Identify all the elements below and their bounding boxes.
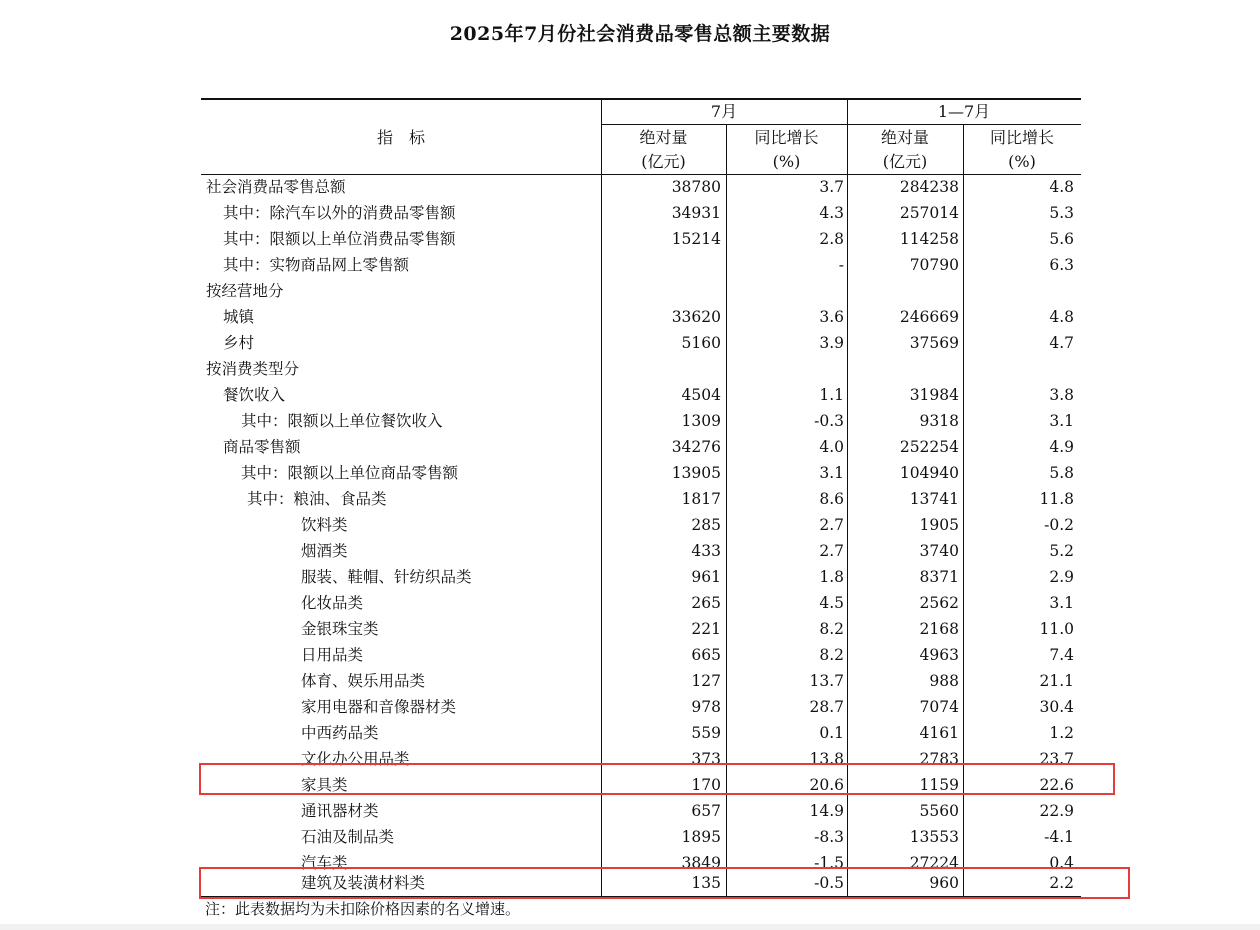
cell-month-abs: 5160 bbox=[681, 334, 721, 352]
row-label: 烟酒类 bbox=[301, 542, 348, 560]
cell-month-abs: 38780 bbox=[671, 178, 721, 196]
cell-cum-abs: 37569 bbox=[909, 334, 959, 352]
cell-month-abs: 4504 bbox=[681, 386, 721, 404]
cell-month-abs: 657 bbox=[691, 802, 721, 820]
cell-cum-yoy: 5.8 bbox=[1049, 464, 1074, 482]
header-abs-line2: (亿元) bbox=[882, 152, 928, 171]
cell-month-abs: 15214 bbox=[671, 230, 721, 248]
cell-cum-abs: 104940 bbox=[899, 464, 959, 482]
header-abs-line2: (亿元) bbox=[641, 152, 686, 171]
cell-cum-yoy: 22.9 bbox=[1039, 802, 1074, 820]
row-label: 服装、鞋帽、针纺织品类 bbox=[301, 568, 472, 586]
cell-month-yoy: 8.2 bbox=[819, 646, 844, 664]
cell-cum-abs: 27224 bbox=[909, 854, 959, 872]
row-label: 其中：限额以上单位商品零售额 bbox=[241, 464, 459, 482]
header-month-yoy bbox=[726, 126, 847, 174]
row-label: 按经营地分 bbox=[206, 282, 284, 300]
cell-month-yoy: 3.7 bbox=[819, 178, 844, 196]
cell-cum-abs: 257014 bbox=[899, 204, 959, 222]
row-label: 化妆品类 bbox=[301, 594, 364, 612]
row-label: 其中：粮油、食品类 bbox=[247, 490, 387, 508]
cell-month-abs: 559 bbox=[691, 724, 721, 742]
cell-month-abs: 127 bbox=[691, 672, 721, 690]
header-abs-line1: 绝对量 bbox=[639, 128, 688, 147]
row-label: 金银珠宝类 bbox=[301, 620, 379, 638]
cell-cum-abs: 9318 bbox=[919, 412, 959, 430]
table-row bbox=[201, 226, 1081, 252]
cell-cum-abs: 13741 bbox=[909, 490, 959, 508]
table-row bbox=[201, 200, 1081, 226]
header-cumulative: 1—7月 bbox=[937, 102, 991, 121]
cell-cum-yoy: 5.3 bbox=[1049, 204, 1074, 222]
table-row bbox=[201, 824, 1081, 850]
cell-month-yoy: 28.7 bbox=[809, 698, 844, 716]
header-yoy-line1: 同比增长 bbox=[989, 128, 1054, 147]
cell-cum-yoy: 2.2 bbox=[1049, 874, 1074, 892]
row-label: 按消费类型分 bbox=[206, 360, 300, 378]
row-label: 饮料类 bbox=[301, 516, 348, 534]
header-month-abs bbox=[601, 126, 726, 174]
cell-cum-yoy: 5.6 bbox=[1049, 230, 1074, 248]
cell-cum-abs: 2168 bbox=[919, 620, 959, 638]
table-row bbox=[201, 590, 1081, 616]
cell-cum-yoy: 4.9 bbox=[1049, 438, 1074, 456]
table-footnote: 注：此表数据均为未扣除价格因素的名义增速。 bbox=[205, 900, 521, 918]
cell-cum-yoy: -4.1 bbox=[1044, 828, 1074, 846]
table-row bbox=[201, 720, 1081, 746]
cell-month-abs: 3849 bbox=[681, 854, 721, 872]
table-row bbox=[201, 798, 1081, 824]
group-header-rule bbox=[601, 124, 1081, 125]
row-label: 体育、娱乐用品类 bbox=[301, 672, 426, 690]
cell-month-yoy: -0.5 bbox=[814, 874, 844, 892]
page-title: 2025年7月份社会消费品零售总额主要数据 bbox=[449, 23, 831, 45]
cell-cum-abs: 960 bbox=[929, 874, 959, 892]
cell-month-abs: 373 bbox=[691, 750, 721, 768]
cell-month-abs: 170 bbox=[691, 776, 721, 794]
header-cum-abs bbox=[847, 126, 963, 174]
cell-cum-abs: 1159 bbox=[919, 776, 959, 794]
table-row bbox=[201, 538, 1081, 564]
cell-cum-abs: 8371 bbox=[919, 568, 959, 586]
row-label: 商品零售额 bbox=[223, 438, 301, 456]
table-row bbox=[201, 694, 1081, 720]
cell-cum-yoy: 7.4 bbox=[1049, 646, 1074, 664]
cell-cum-abs: 5560 bbox=[919, 802, 959, 820]
cell-cum-yoy: 23.7 bbox=[1039, 750, 1074, 768]
row-label: 其中：限额以上单位餐饮收入 bbox=[241, 412, 443, 430]
cell-month-abs: 221 bbox=[691, 620, 721, 638]
cell-month-yoy: 2.7 bbox=[819, 542, 844, 560]
header-indicator: 指 标 bbox=[376, 128, 425, 147]
cell-month-yoy: 2.8 bbox=[819, 230, 844, 248]
header-yoy-line1: 同比增长 bbox=[754, 128, 819, 147]
cell-month-yoy: 13.7 bbox=[809, 672, 844, 690]
cell-month-abs: 978 bbox=[691, 698, 721, 716]
cell-month-abs: 1817 bbox=[681, 490, 721, 508]
row-label: 通讯器材类 bbox=[301, 802, 379, 820]
row-label: 文化办公用品类 bbox=[301, 750, 410, 768]
cell-cum-abs: 2783 bbox=[919, 750, 959, 768]
row-label: 其中：实物商品网上零售额 bbox=[223, 256, 410, 274]
cell-month-abs: 135 bbox=[691, 874, 721, 892]
cell-cum-abs: 988 bbox=[929, 672, 959, 690]
cell-cum-yoy: 22.6 bbox=[1039, 776, 1074, 794]
highlight-box-furniture bbox=[199, 763, 1115, 795]
header-yoy-line2: (%) bbox=[1008, 152, 1036, 171]
cell-month-yoy: 8.6 bbox=[819, 490, 844, 508]
header-month: 7月 bbox=[710, 102, 738, 121]
table-row bbox=[201, 616, 1081, 642]
cell-month-yoy: 3.9 bbox=[819, 334, 844, 352]
cell-cum-yoy: 4.7 bbox=[1049, 334, 1074, 352]
table-row bbox=[201, 356, 1081, 382]
cell-month-yoy: 2.7 bbox=[819, 516, 844, 534]
page-bottom-edge bbox=[0, 924, 1260, 930]
cell-cum-abs: 246669 bbox=[899, 308, 959, 326]
row-label: 汽车类 bbox=[301, 854, 348, 872]
cell-month-yoy: 1.8 bbox=[819, 568, 844, 586]
row-label: 中西药品类 bbox=[301, 724, 379, 742]
table-row bbox=[201, 330, 1081, 356]
cell-month-yoy: -8.3 bbox=[814, 828, 844, 846]
cell-month-yoy: 3.1 bbox=[819, 464, 844, 482]
cell-cum-abs: 3740 bbox=[919, 542, 959, 560]
table-row bbox=[201, 408, 1081, 434]
cell-month-abs: 961 bbox=[691, 568, 721, 586]
cell-month-yoy: 13.8 bbox=[809, 750, 844, 768]
row-label: 家用电器和音像器材类 bbox=[301, 698, 457, 716]
cell-cum-yoy: 0.4 bbox=[1049, 854, 1074, 872]
cell-cum-yoy: 11.0 bbox=[1039, 620, 1074, 638]
cell-month-yoy: 1.1 bbox=[819, 386, 844, 404]
table-row bbox=[201, 382, 1081, 408]
row-label: 社会消费品零售总额 bbox=[206, 178, 346, 196]
header-abs-line1: 绝对量 bbox=[880, 128, 929, 147]
cell-month-yoy: 3.6 bbox=[819, 308, 844, 326]
cell-cum-abs: 70790 bbox=[909, 256, 959, 274]
table-row bbox=[201, 174, 1081, 200]
cell-month-yoy: 4.0 bbox=[819, 438, 844, 456]
cell-month-yoy: 4.5 bbox=[819, 594, 844, 612]
header-cum-yoy bbox=[963, 126, 1081, 174]
row-label: 家具类 bbox=[301, 776, 348, 794]
highlight-box-building-materials bbox=[199, 867, 1130, 899]
cell-month-yoy: -0.3 bbox=[814, 412, 844, 430]
table-row bbox=[201, 460, 1081, 486]
cell-month-abs: 13905 bbox=[671, 464, 721, 482]
table-row bbox=[201, 564, 1081, 590]
cell-month-yoy: 20.6 bbox=[809, 776, 844, 794]
row-label: 乡村 bbox=[223, 334, 255, 352]
table-row bbox=[201, 304, 1081, 330]
cell-month-abs: 433 bbox=[691, 542, 721, 560]
cell-month-abs: 34931 bbox=[671, 204, 721, 222]
cell-month-yoy: 0.1 bbox=[819, 724, 844, 742]
cell-month-abs: 285 bbox=[691, 516, 721, 534]
cell-month-abs: 265 bbox=[691, 594, 721, 612]
cell-cum-yoy: 3.8 bbox=[1049, 386, 1074, 404]
cell-cum-abs: 2562 bbox=[919, 594, 959, 612]
cell-cum-abs: 252254 bbox=[899, 438, 959, 456]
row-label: 石油及制品类 bbox=[301, 828, 395, 846]
cell-cum-abs: 4963 bbox=[919, 646, 959, 664]
cell-cum-yoy: 3.1 bbox=[1049, 412, 1074, 430]
row-label: 餐饮收入 bbox=[223, 386, 286, 404]
table-row bbox=[201, 512, 1081, 538]
cell-month-yoy: - bbox=[838, 256, 844, 274]
cell-cum-yoy: 6.3 bbox=[1049, 256, 1074, 274]
table-row bbox=[201, 278, 1081, 304]
cell-month-abs: 665 bbox=[691, 646, 721, 664]
row-label: 建筑及装潢材料类 bbox=[301, 874, 426, 892]
cell-month-abs: 34276 bbox=[671, 438, 721, 456]
cell-cum-yoy: 30.4 bbox=[1039, 698, 1074, 716]
row-label: 其中：限额以上单位消费品零售额 bbox=[223, 230, 456, 248]
cell-cum-yoy: 4.8 bbox=[1049, 178, 1074, 196]
cell-cum-yoy: 4.8 bbox=[1049, 308, 1074, 326]
cell-cum-yoy: 11.8 bbox=[1039, 490, 1074, 508]
cell-month-yoy: 8.2 bbox=[819, 620, 844, 638]
header-yoy-line2: (%) bbox=[772, 152, 801, 171]
cell-cum-abs: 1905 bbox=[919, 516, 959, 534]
cell-cum-abs: 13553 bbox=[909, 828, 959, 846]
row-label: 城镇 bbox=[223, 308, 255, 326]
cell-cum-abs: 31984 bbox=[909, 386, 959, 404]
table-row bbox=[201, 252, 1081, 278]
table-row bbox=[201, 642, 1081, 668]
table-row bbox=[201, 668, 1081, 694]
row-label: 其中：除汽车以外的消费品零售额 bbox=[223, 204, 456, 222]
cell-cum-yoy: 3.1 bbox=[1049, 594, 1074, 612]
table-row bbox=[201, 434, 1081, 460]
cell-cum-yoy: 5.2 bbox=[1049, 542, 1074, 560]
cell-cum-yoy: -0.2 bbox=[1044, 516, 1074, 534]
row-label: 日用品类 bbox=[301, 646, 364, 664]
cell-month-abs: 1309 bbox=[681, 412, 721, 430]
cell-cum-abs: 4161 bbox=[919, 724, 959, 742]
cell-cum-yoy: 21.1 bbox=[1039, 672, 1074, 690]
cell-cum-abs: 7074 bbox=[919, 698, 959, 716]
cell-cum-abs: 114258 bbox=[899, 230, 959, 248]
cell-month-yoy: -1.5 bbox=[814, 854, 844, 872]
cell-cum-yoy: 2.9 bbox=[1049, 568, 1074, 586]
cell-month-yoy: 4.3 bbox=[819, 204, 844, 222]
cell-cum-yoy: 1.2 bbox=[1049, 724, 1074, 742]
cell-month-abs: 33620 bbox=[671, 308, 721, 326]
cell-cum-abs: 284238 bbox=[899, 178, 959, 196]
cell-month-yoy: 14.9 bbox=[809, 802, 844, 820]
cell-month-abs: 1895 bbox=[681, 828, 721, 846]
table-row bbox=[201, 486, 1081, 512]
